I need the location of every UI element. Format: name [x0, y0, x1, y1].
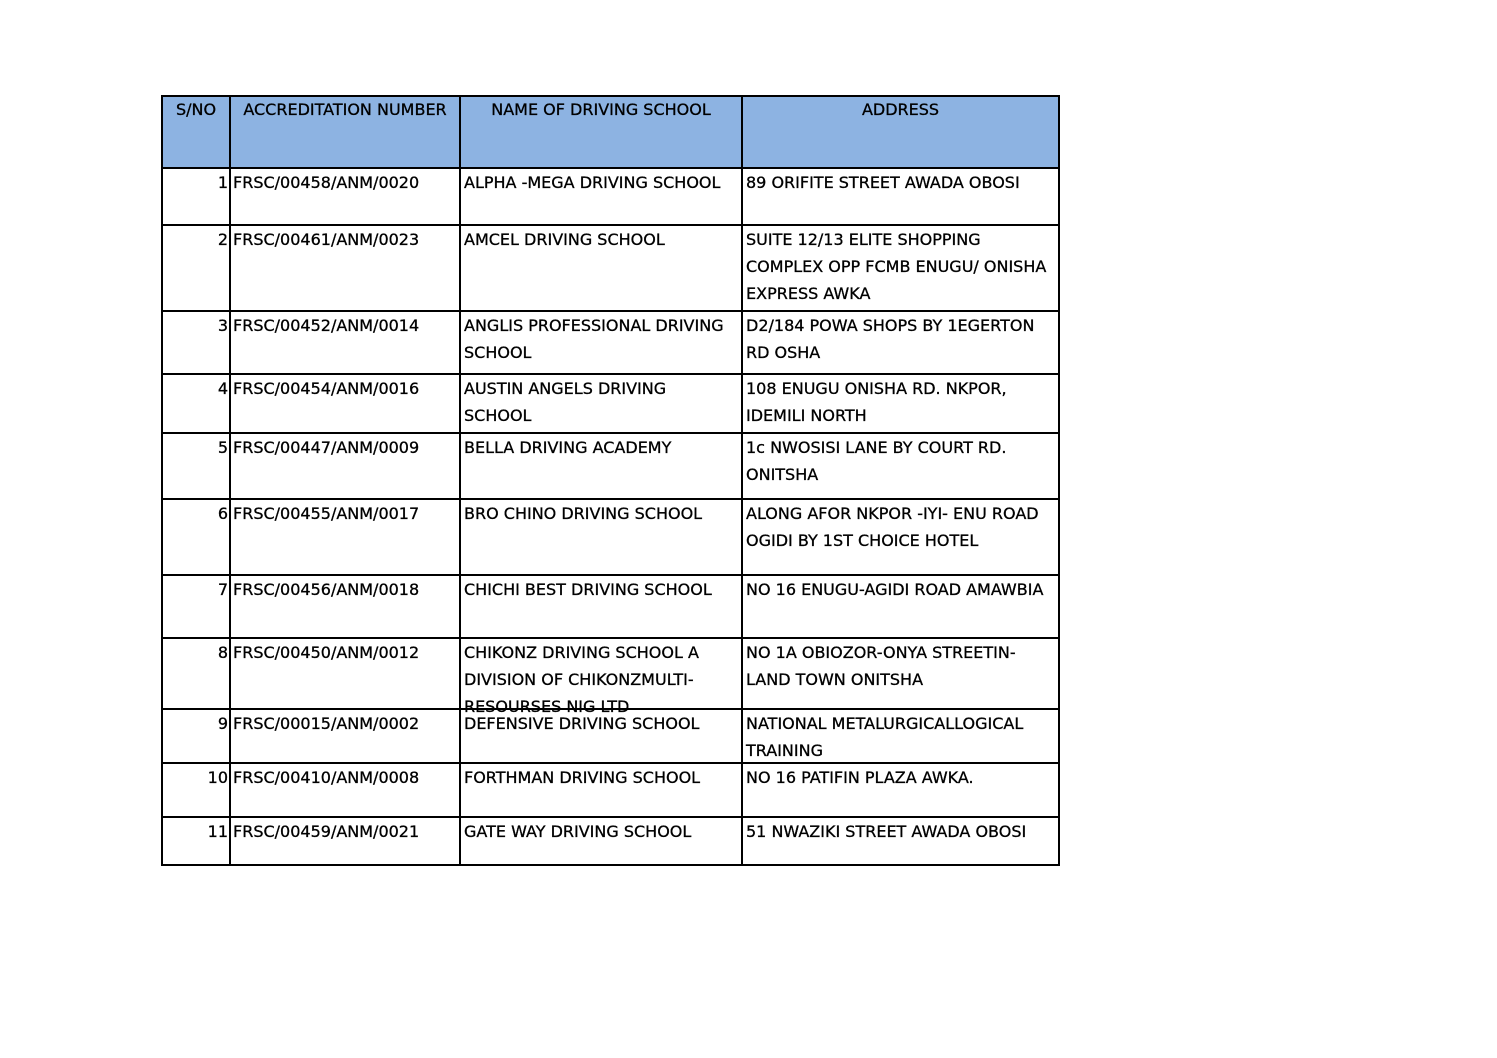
- table-row: [162, 374, 1059, 433]
- cell-sn: 7: [162, 575, 230, 638]
- cell-accreditation: FRSC/00454/ANM/0016: [230, 374, 460, 433]
- cell-address: 1c NWOSISI LANE BY COURT RD. ONITSHA: [742, 433, 1059, 499]
- header-school-name: NAME OF DRIVING SCHOOL: [460, 96, 742, 168]
- cell-address: [742, 817, 1059, 865]
- table-row: [162, 817, 1059, 865]
- cell-school-name: ALPHA -MEGA DRIVING SCHOOL: [460, 168, 742, 225]
- table-row: [162, 709, 1059, 763]
- header-address: ADDRESS: [742, 96, 1059, 168]
- cell-accreditation: FRSC/00459/ANM/0021: [230, 817, 460, 865]
- cell-accreditation: FRSC/00450/ANM/0012: [230, 638, 460, 709]
- cell-school-name-text: CHIKONZ DRIVING SCHOOL A DIVISION OF CHIKONZMULTI-RESOURSES NIG LTD: [464, 643, 699, 716]
- cell-address: ALONG AFOR NKPOR -IYI- ENU ROAD OGIDI BY 1ST CHOICE HOTEL: [742, 499, 1059, 575]
- cell-address: 108 ENUGU ONISHA RD. NKPOR, IDEMILI NORTH: [742, 374, 1059, 433]
- cell-accreditation: FRSC/00447/ANM/0009: [230, 433, 460, 499]
- cell-sn: 9: [162, 709, 230, 763]
- cell-address: [742, 709, 1059, 763]
- cell-sn: 11: [162, 817, 230, 865]
- cell-accreditation: FRSC/00410/ANM/0008: [230, 763, 460, 817]
- cell-school-name: GATE WAY DRIVING SCHOOL: [460, 817, 742, 865]
- cell-accreditation: FRSC/00455/ANM/0017: [230, 499, 460, 575]
- table-row: [162, 638, 1059, 709]
- cell-school-name: DEFENSIVE DRIVING SCHOOL: [460, 709, 742, 763]
- cell-school-name: AUSTIN ANGELS DRIVING SCHOOL: [460, 374, 742, 433]
- cell-school-name: CHICHI BEST DRIVING SCHOOL: [460, 575, 742, 638]
- cell-sn: 2: [162, 225, 230, 311]
- cell-school-name: AMCEL DRIVING SCHOOL: [460, 225, 742, 311]
- cell-school-name: BRO CHINO DRIVING SCHOOL: [460, 499, 742, 575]
- cell-sn: 6: [162, 499, 230, 575]
- cell-address: D2/184 POWA SHOPS BY 1EGERTON RD OSHA: [742, 311, 1059, 374]
- cell-address: SUITE 12/13 ELITE SHOPPING COMPLEX OPP FCMB ENUGU/ ONISHA EXPRESS AWKA: [742, 225, 1059, 311]
- table-header-row: [162, 96, 1059, 168]
- cell-accreditation: FRSC/00458/ANM/0020: [230, 168, 460, 225]
- cell-address-text: NATIONAL METALURGICALLOGICAL TRAINING: [746, 714, 1024, 760]
- cell-accreditation: FRSC/00456/ANM/0018: [230, 575, 460, 638]
- table-row: [162, 225, 1059, 311]
- cell-school-name: BELLA DRIVING ACADEMY: [460, 433, 742, 499]
- cell-sn: 10: [162, 763, 230, 817]
- cell-address: 89 ORIFITE STREET AWADA OBOSI: [742, 168, 1059, 225]
- cell-address: NO 1A OBIOZOR-ONYA STREETIN-LAND TOWN ONITSHA: [742, 638, 1059, 709]
- table-row: [162, 575, 1059, 638]
- cell-address: NO 16 ENUGU-AGIDI ROAD AMAWBIA: [742, 575, 1059, 638]
- header-accreditation-number: ACCREDITATION NUMBER: [230, 96, 460, 168]
- header-sn: S/NO: [162, 96, 230, 168]
- cell-school-name: ANGLIS PROFESSIONAL DRIVING SCHOOL: [460, 311, 742, 374]
- cell-sn: 5: [162, 433, 230, 499]
- cell-school-name: FORTHMAN DRIVING SCHOOL: [460, 763, 742, 817]
- cell-accreditation: FRSC/00015/ANM/0002: [230, 709, 460, 763]
- table-row: [162, 311, 1059, 374]
- table-row: [162, 499, 1059, 575]
- cell-accreditation: FRSC/00461/ANM/0023: [230, 225, 460, 311]
- cell-address: NO 16 PATIFIN PLAZA AWKA.: [742, 763, 1059, 817]
- table-row: [162, 168, 1059, 225]
- cell-accreditation: FRSC/00452/ANM/0014: [230, 311, 460, 374]
- cell-sn: 1: [162, 168, 230, 225]
- cell-sn: 8: [162, 638, 230, 709]
- driving-schools-table: [161, 95, 1060, 866]
- cell-school-name: [460, 638, 742, 716]
- table-row: [162, 763, 1059, 817]
- cell-sn: 4: [162, 374, 230, 433]
- table-row: [162, 433, 1059, 499]
- cell-sn: 3: [162, 311, 230, 374]
- cell-address-text: 51 NWAZIKI STREET AWADA OBOSI: [746, 822, 1027, 841]
